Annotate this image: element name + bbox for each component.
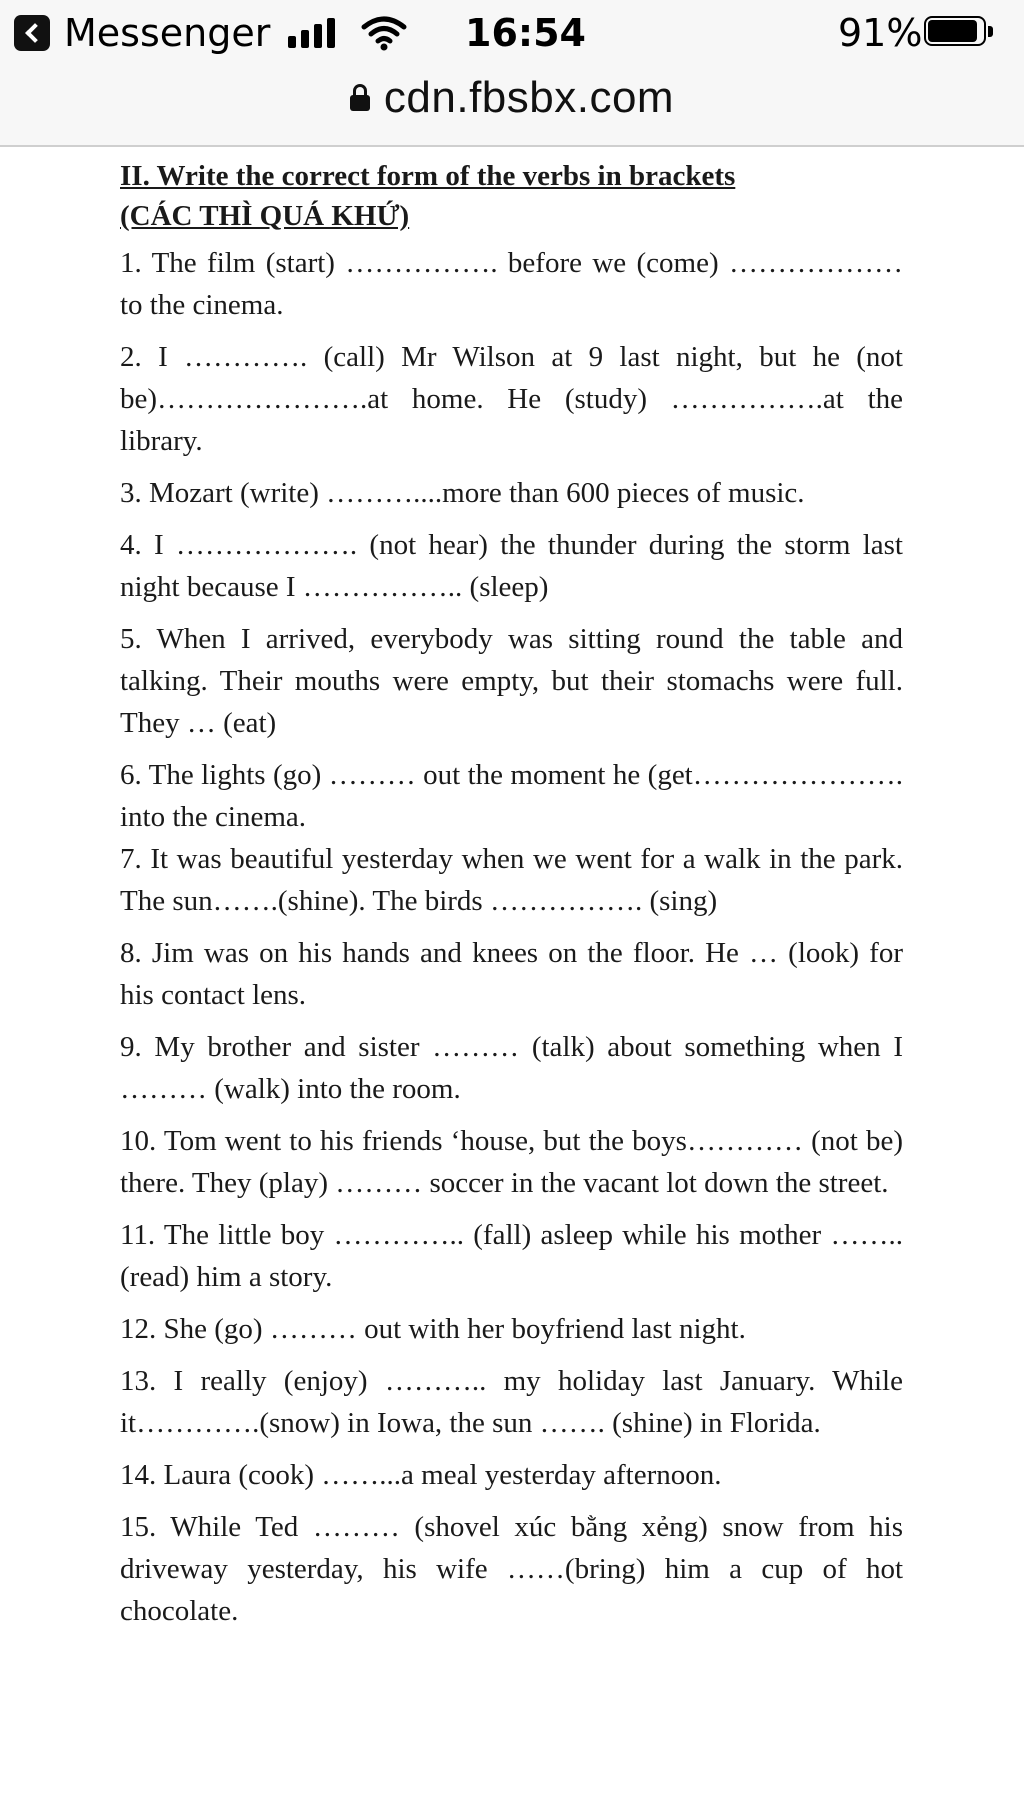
heading-line-2: (CÁC THÌ QUÁ KHỨ) <box>120 200 410 232</box>
exercise-heading <box>120 156 903 236</box>
question-1: 1. The film (start) ……………. before we (come) ……………… to the cinema. <box>120 247 903 321</box>
url-text[interactable]: cdn.fbsbx.com <box>383 73 675 122</box>
clock: 16:54 <box>465 11 586 55</box>
document-page <box>120 156 903 1642</box>
question-15: 15. While Ted ……… (shovel xúc bằng xẻng) snow from his driveway yesterday, his wife ……(bring) him a cup of hot chocolate. <box>120 1511 903 1627</box>
question-3: 3. Mozart (write) ………....more than 600 pieces of music. <box>120 477 805 509</box>
browser-chrome <box>0 0 1024 147</box>
battery-percent: 91% <box>838 11 923 55</box>
question-13: 13. I really (enjoy) ……….. my holiday last January. While it………….(snow) in Iowa, the sun ……. (shine) in Florida. <box>120 1365 903 1439</box>
question-5: 5. When I arrived, everybody was sitting round the table and talking. Their mouths were empty, but their stomachs were full. They … (eat) <box>120 623 903 739</box>
address-bar[interactable] <box>0 66 1024 130</box>
back-arrow-icon[interactable] <box>14 15 50 51</box>
battery-level-fill <box>928 20 977 42</box>
question-7: 7. It was beautiful yesterday when we went for a walk in the park. The sun…….(shine). The birds ……………. (sing) <box>120 843 903 917</box>
question-6: 6. The lights (go) ……… out the moment he (get…………………. into the cinema. <box>120 759 903 833</box>
heading-line-1: II. Write the correct form of the verbs in brackets <box>120 160 736 192</box>
wifi-icon <box>360 15 408 51</box>
lock-icon <box>350 84 370 112</box>
status-bar <box>0 0 1024 66</box>
question-9: 9. My brother and sister ……… (talk) about something when I ……… (walk) into the room. <box>120 1031 903 1105</box>
cellular-signal-icon <box>288 18 340 48</box>
question-10: 10. Tom went to his friends ‘house, but the boys………… (not be) there. They (play) ……… soccer in the vacant lot down the street. <box>120 1125 903 1199</box>
back-to-app-label[interactable]: Messenger <box>64 11 271 55</box>
question-11: 11. The little boy ………….. (fall) asleep while his mother …….. (read) him a story. <box>120 1219 903 1293</box>
question-14: 14. Laura (cook) ……...a meal yesterday afternoon. <box>120 1459 722 1491</box>
question-12: 12. She (go) ……… out with her boyfriend last night. <box>120 1313 746 1345</box>
question-8: 8. Jim was on his hands and knees on the floor. He … (look) for his contact lens. <box>120 937 903 1011</box>
question-4: 4. I ………………. (not hear) the thunder during the storm last night because I …………….. (sleep) <box>120 529 903 603</box>
question-2: 2. I …………. (call) Mr Wilson at 9 last night, but he (not be)………………….at home. He (study) …………….at the library. <box>120 341 903 457</box>
battery-icon <box>924 16 994 50</box>
